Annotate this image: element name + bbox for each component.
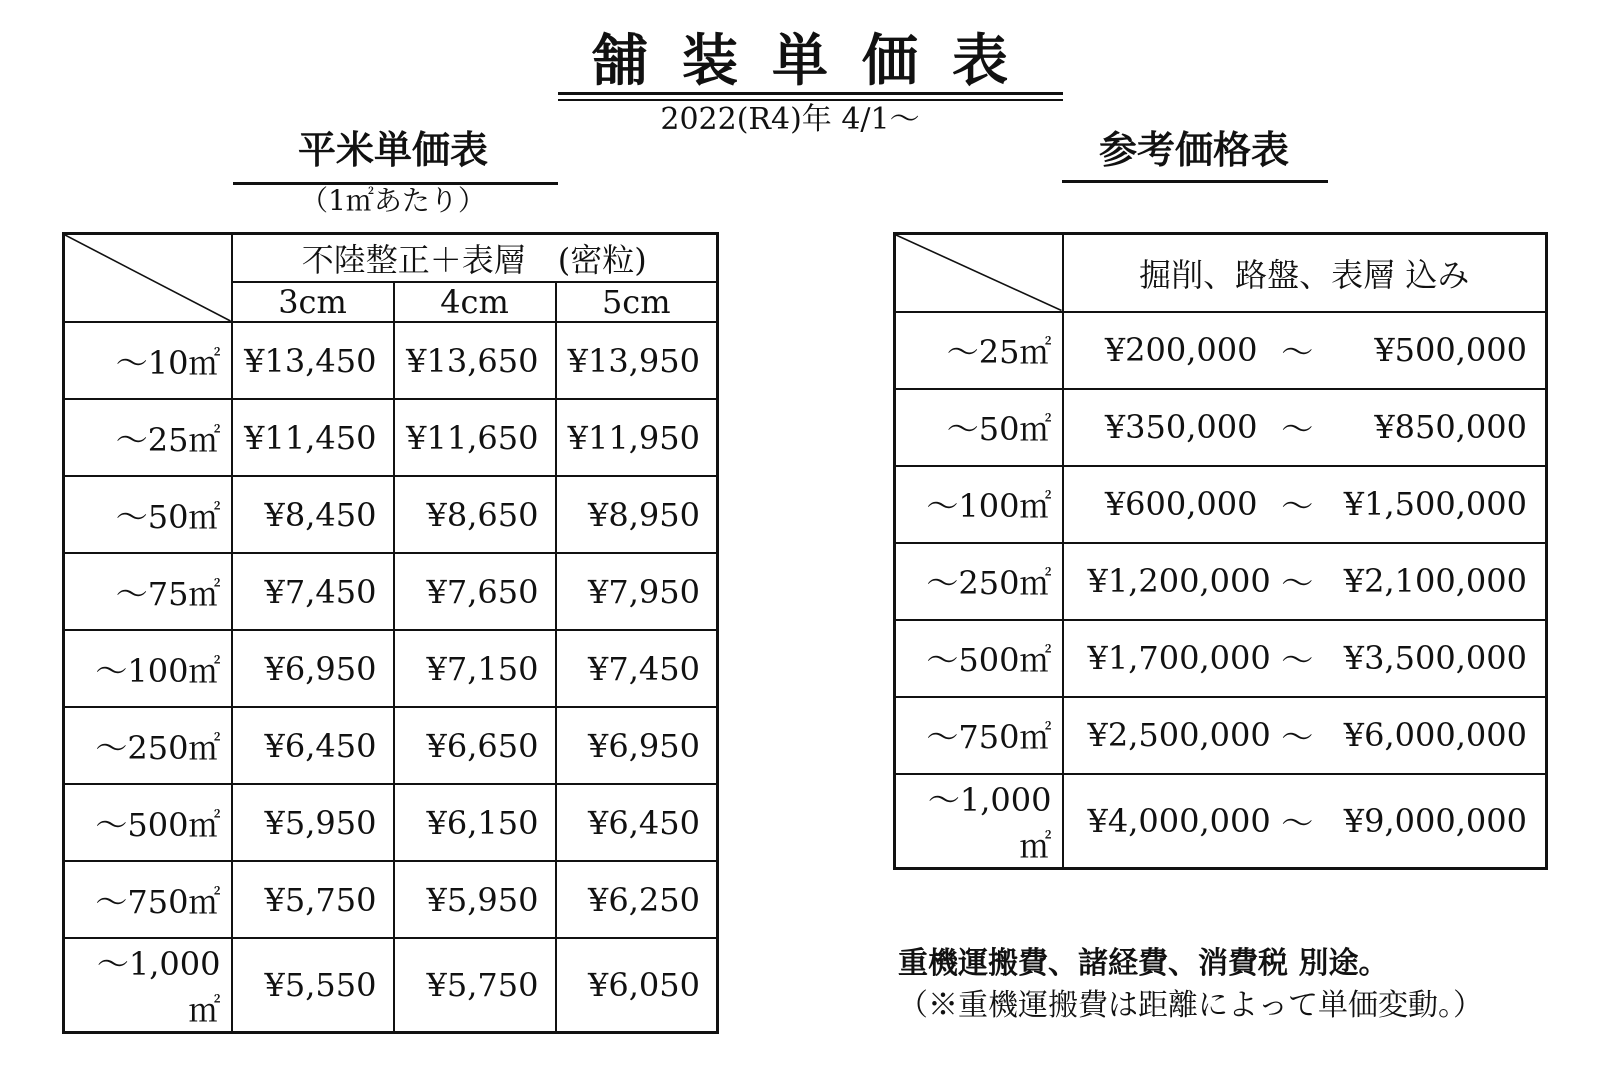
price-low: ¥600,000 xyxy=(1104,485,1258,523)
table-row xyxy=(64,322,718,399)
price-range xyxy=(1064,327,1546,373)
extra-cost-note: 重機運搬費、諸経費、消費税 別途。 xyxy=(898,946,1389,981)
unit-price-cell: ¥11,450 xyxy=(232,399,394,476)
unit-price-cell: ¥5,950 xyxy=(232,784,394,861)
table-row xyxy=(64,553,718,630)
unit-price-cell: ¥13,650 xyxy=(394,322,556,399)
unit-price-cell: ¥5,550 xyxy=(232,938,394,1033)
price-low: ¥1,200,000 xyxy=(1087,562,1271,600)
price-low: ¥200,000 xyxy=(1104,331,1258,369)
unit-price-cell: ¥6,950 xyxy=(556,707,718,784)
table-row xyxy=(895,697,1547,774)
price-low: ¥1,700,000 xyxy=(1087,639,1271,677)
table-row xyxy=(64,784,718,861)
price-range xyxy=(1064,404,1546,450)
price-range xyxy=(1064,635,1546,681)
area-range-cell: ～500㎡ xyxy=(895,620,1063,697)
unit-price-cell: ¥6,650 xyxy=(394,707,556,784)
area-range-cell: ～10㎡ xyxy=(64,322,232,399)
price-high: ¥9,000,000 xyxy=(1343,801,1527,840)
range-separator: ～ xyxy=(1281,718,1314,756)
unit-price-table xyxy=(62,232,719,1034)
area-range-cell: ～25㎡ xyxy=(895,312,1063,389)
unit-price-heading: 平米単価表 xyxy=(297,128,488,172)
transport-cost-note: （※重機運搬費は距離によって単価変動。） xyxy=(898,988,1483,1023)
reference-header: 掘削、路盤、表層 込み xyxy=(1063,234,1547,312)
area-range-cell: ～250㎡ xyxy=(895,543,1063,620)
area-range-cell: ～75㎡ xyxy=(64,553,232,630)
area-range-cell: ～750㎡ xyxy=(64,861,232,938)
table-row xyxy=(64,630,718,707)
unit-price-cell: ¥8,650 xyxy=(394,476,556,553)
effective-date: 2022(R4)年 4/1～ xyxy=(660,102,920,137)
group-header: 不陸整正＋表層 (密粒) xyxy=(232,234,718,283)
table-row xyxy=(64,938,718,1033)
title-underline-double xyxy=(558,99,1063,101)
area-range-cell: ～1,000㎡ xyxy=(895,774,1063,869)
unit-price-cell: ¥8,950 xyxy=(556,476,718,553)
unit-price-cell: ¥5,950 xyxy=(394,861,556,938)
range-separator: ～ xyxy=(1281,564,1314,602)
range-separator: ～ xyxy=(1281,641,1314,679)
table-row xyxy=(895,312,1547,389)
unit-price-cell: ¥7,450 xyxy=(556,630,718,707)
column-header-3cm: 3cm xyxy=(232,282,394,322)
price-range xyxy=(1064,798,1546,844)
price-high: ¥1,500,000 xyxy=(1343,485,1527,523)
unit-price-cell: ¥5,750 xyxy=(394,938,556,1033)
unit-price-cell: ¥6,450 xyxy=(556,784,718,861)
title-underline xyxy=(558,92,1063,95)
unit-price-cell: ¥7,150 xyxy=(394,630,556,707)
price-range-cell xyxy=(1063,543,1547,620)
unit-price-cell: ¥6,950 xyxy=(232,630,394,707)
price-range-cell xyxy=(1063,312,1547,389)
unit-price-cell: ¥7,450 xyxy=(232,553,394,630)
price-range xyxy=(1064,558,1546,604)
table-row xyxy=(64,399,718,476)
price-range xyxy=(1064,481,1546,527)
price-range-cell xyxy=(1063,620,1547,697)
unit-note: （1㎡あたり） xyxy=(300,184,486,217)
unit-price-cell: ¥7,650 xyxy=(394,553,556,630)
price-range-cell xyxy=(1063,389,1547,466)
corner-cell xyxy=(64,234,232,323)
price-high: ¥6,000,000 xyxy=(1343,716,1527,754)
area-range-cell: ～1,000㎡ xyxy=(64,938,232,1033)
price-high: ¥500,000 xyxy=(1374,331,1527,369)
unit-price-cell: ¥6,150 xyxy=(394,784,556,861)
table-row xyxy=(895,389,1547,466)
unit-price-rows xyxy=(64,322,718,1033)
unit-price-cell: ¥5,750 xyxy=(232,861,394,938)
column-header-5cm: 5cm xyxy=(556,282,718,322)
diagonal-line xyxy=(65,235,231,321)
range-separator: ～ xyxy=(1281,410,1314,448)
table-row xyxy=(64,861,718,938)
unit-price-cell: ¥13,950 xyxy=(556,322,718,399)
table-row xyxy=(895,543,1547,620)
price-high: ¥2,100,000 xyxy=(1343,562,1527,600)
price-range xyxy=(1064,712,1546,758)
table-row xyxy=(895,620,1547,697)
price-high: ¥850,000 xyxy=(1374,408,1527,446)
price-low: ¥4,000,000 xyxy=(1087,801,1271,840)
table-row xyxy=(64,476,718,553)
area-range-cell: ～50㎡ xyxy=(895,389,1063,466)
unit-price-cell: ¥6,450 xyxy=(232,707,394,784)
price-low: ¥350,000 xyxy=(1104,408,1258,446)
area-range-cell: ～50㎡ xyxy=(64,476,232,553)
area-range-cell: ～100㎡ xyxy=(895,466,1063,543)
range-separator: ～ xyxy=(1281,803,1314,842)
page-title: 舗装単価表 xyxy=(592,29,1042,94)
diagonal-line xyxy=(896,235,1062,311)
area-range-cell: ～750㎡ xyxy=(895,697,1063,774)
reference-price-heading-underline xyxy=(1062,180,1328,183)
table-row xyxy=(895,774,1547,869)
area-range-cell: ～500㎡ xyxy=(64,784,232,861)
table-row xyxy=(64,707,718,784)
unit-price-cell: ¥6,050 xyxy=(556,938,718,1033)
price-range-cell xyxy=(1063,697,1547,774)
unit-price-cell: ¥11,950 xyxy=(556,399,718,476)
area-range-cell: ～25㎡ xyxy=(64,399,232,476)
unit-price-cell: ¥11,650 xyxy=(394,399,556,476)
unit-price-cell: ¥6,250 xyxy=(556,861,718,938)
unit-price-cell: ¥8,450 xyxy=(232,476,394,553)
price-range-cell xyxy=(1063,774,1547,869)
range-separator: ～ xyxy=(1281,333,1314,371)
column-header-4cm: 4cm xyxy=(394,282,556,322)
unit-price-cell: ¥13,450 xyxy=(232,322,394,399)
reference-price-heading: 参考価格表 xyxy=(1098,128,1289,172)
area-range-cell: ～250㎡ xyxy=(64,707,232,784)
reference-price-table xyxy=(893,232,1548,870)
table-row xyxy=(895,466,1547,543)
price-low: ¥2,500,000 xyxy=(1087,716,1271,754)
price-range-cell xyxy=(1063,466,1547,543)
unit-price-cell: ¥7,950 xyxy=(556,553,718,630)
area-range-cell: ～100㎡ xyxy=(64,630,232,707)
price-high: ¥3,500,000 xyxy=(1343,639,1527,677)
range-separator: ～ xyxy=(1281,487,1314,525)
reference-price-rows xyxy=(895,312,1547,869)
corner-cell xyxy=(895,234,1063,312)
